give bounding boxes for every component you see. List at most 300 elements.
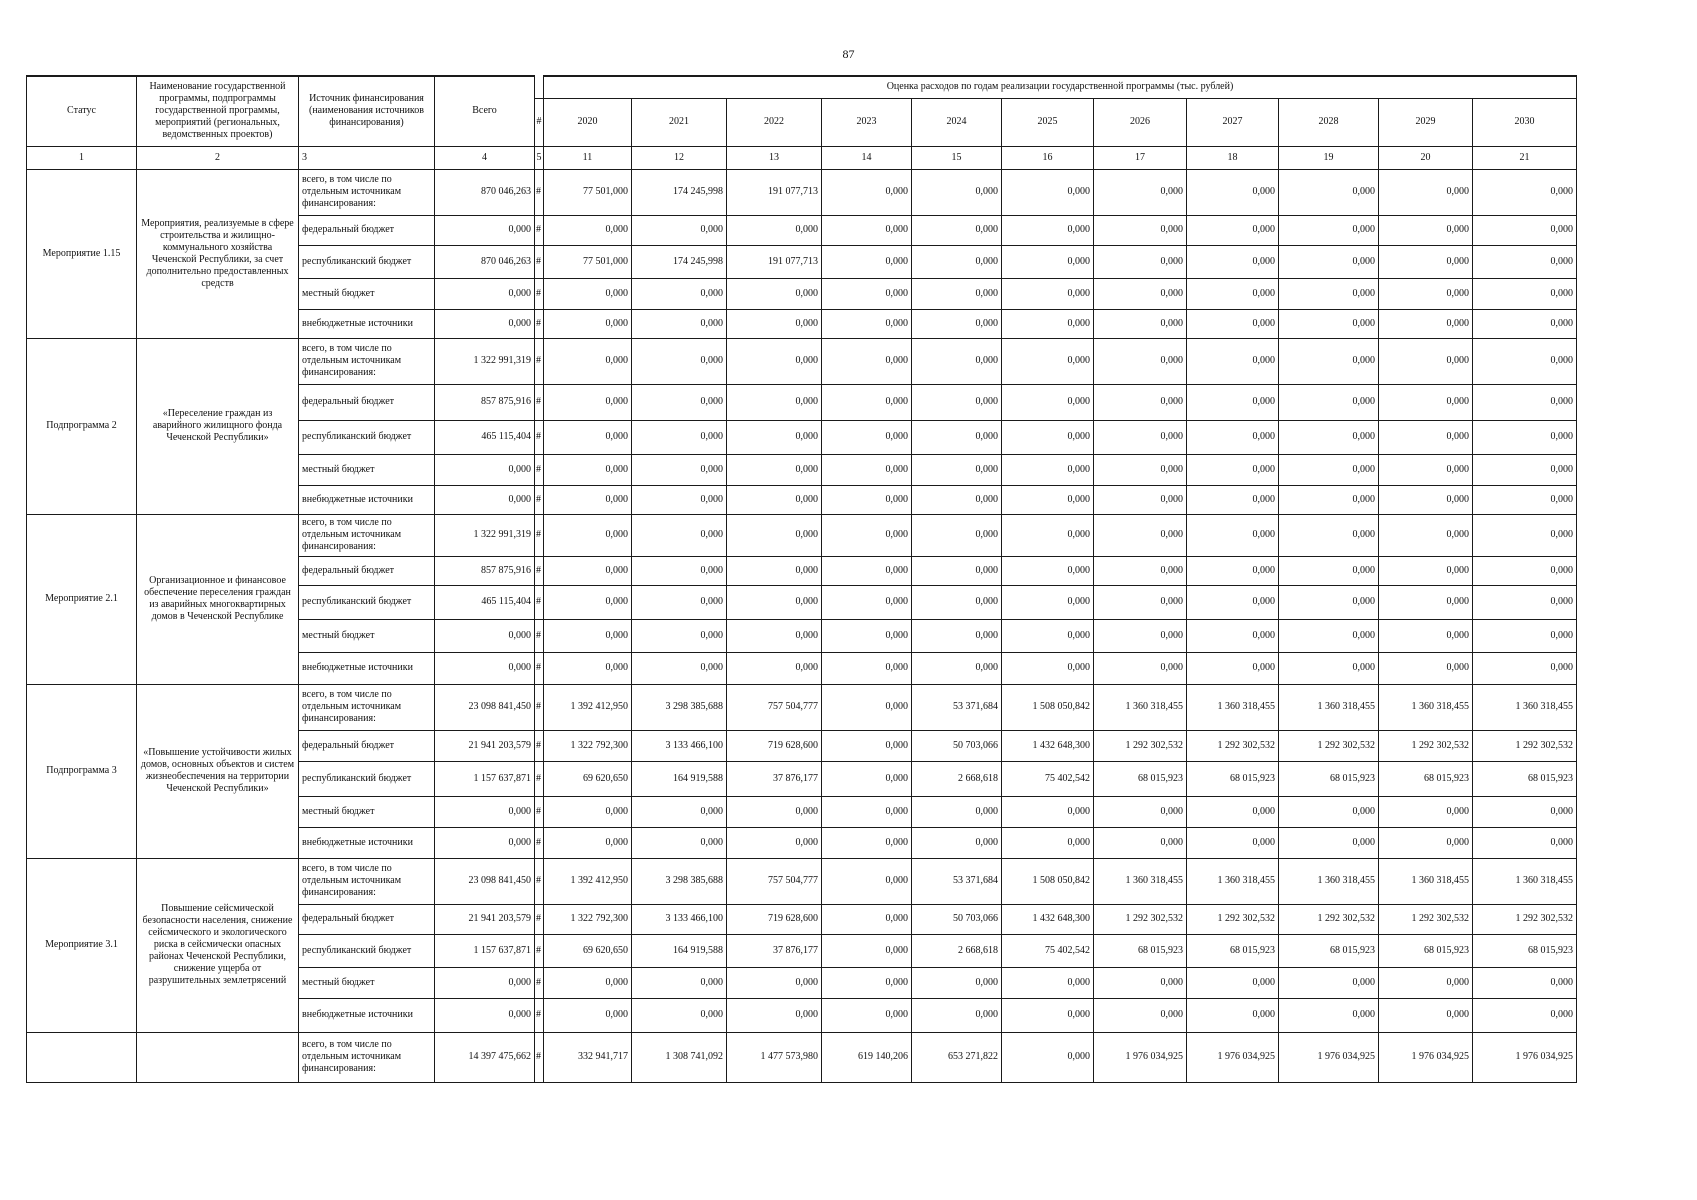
- program-name-cell: [137, 1032, 299, 1082]
- year-value-cell: 0,000: [1187, 827, 1279, 858]
- year-value-cell: 0,000: [1473, 309, 1577, 338]
- year-value-cell: 1 432 648,300: [1002, 904, 1094, 934]
- year-value-cell: 68 015,923: [1279, 934, 1379, 967]
- year-value-cell: 0,000: [822, 215, 912, 245]
- source-cell: федеральный бюджет: [299, 384, 435, 420]
- year-value-cell: 68 015,923: [1187, 934, 1279, 967]
- source-cell: всего, в том числе по отдельным источникам финансирования:: [299, 338, 435, 384]
- program-name-cell: Организационное и финансовое обеспечение переселения граждан из аварийных многоквартирных домов в Чеченской Республике: [137, 514, 299, 684]
- hash-cell: #: [535, 384, 544, 420]
- year-value-cell: 1 308 741,092: [632, 1032, 727, 1082]
- status-cell: Мероприятие 1.15: [27, 169, 137, 338]
- year-value-cell: 0,000: [1187, 454, 1279, 485]
- year-value-cell: 174 245,998: [632, 245, 727, 278]
- year-value-cell: 0,000: [727, 827, 822, 858]
- hash-cell: #: [535, 796, 544, 827]
- index-row: [27, 146, 1577, 169]
- year-value-cell: 0,000: [1279, 967, 1379, 998]
- year-value-cell: 0,000: [912, 619, 1002, 652]
- year-value-cell: 0,000: [1379, 556, 1473, 585]
- year-value-cell: 0,000: [822, 934, 912, 967]
- year-value-cell: 0,000: [1279, 245, 1379, 278]
- source-cell: местный бюджет: [299, 619, 435, 652]
- year-value-cell: 0,000: [1187, 278, 1279, 309]
- year-value-cell: 757 504,777: [727, 684, 822, 730]
- year-value-cell: 0,000: [1379, 652, 1473, 684]
- year-value-cell: 174 245,998: [632, 169, 727, 215]
- year-value-cell: 53 371,684: [912, 684, 1002, 730]
- year-value-cell: 68 015,923: [1094, 934, 1187, 967]
- year-value-cell: 0,000: [544, 827, 632, 858]
- year-value-cell: 0,000: [1094, 485, 1187, 514]
- year-value-cell: 0,000: [1473, 827, 1577, 858]
- year-value-cell: 191 077,713: [727, 169, 822, 215]
- year-value-cell: 757 504,777: [727, 858, 822, 904]
- year-value-cell: 0,000: [1473, 796, 1577, 827]
- year-value-cell: 0,000: [822, 998, 912, 1032]
- year-value-cell: 68 015,923: [1379, 761, 1473, 796]
- year-value-cell: 0,000: [912, 485, 1002, 514]
- total-cell: 857 875,916: [435, 556, 535, 585]
- year-value-cell: 0,000: [632, 796, 727, 827]
- year-value-cell: 0,000: [727, 384, 822, 420]
- header-year: 2022: [727, 98, 822, 146]
- year-value-cell: 0,000: [727, 514, 822, 556]
- total-cell: 465 115,404: [435, 420, 535, 454]
- year-value-cell: 0,000: [1002, 827, 1094, 858]
- source-cell: всего, в том числе по отдельным источникам финансирования:: [299, 684, 435, 730]
- table-body: [27, 169, 1577, 1082]
- year-value-cell: 0,000: [632, 652, 727, 684]
- header-year: 2025: [1002, 98, 1094, 146]
- year-value-cell: 0,000: [1187, 796, 1279, 827]
- year-value-cell: 0,000: [727, 556, 822, 585]
- year-value-cell: 0,000: [544, 384, 632, 420]
- year-value-cell: 0,000: [727, 998, 822, 1032]
- year-value-cell: 0,000: [727, 585, 822, 619]
- program-name-cell: «Повышение устойчивости жилых домов, основных объектов и систем жизнеобеспечения на территории Чеченской Республики»: [137, 684, 299, 858]
- header-year: 2028: [1279, 98, 1379, 146]
- source-cell: всего, в том числе по отдельным источникам финансирования:: [299, 514, 435, 556]
- year-value-cell: 0,000: [1002, 998, 1094, 1032]
- year-value-cell: 719 628,600: [727, 730, 822, 761]
- index-cell: 16: [1002, 146, 1094, 169]
- year-value-cell: 0,000: [1002, 454, 1094, 485]
- year-value-cell: 0,000: [544, 619, 632, 652]
- year-value-cell: 0,000: [632, 454, 727, 485]
- year-value-cell: 0,000: [1002, 652, 1094, 684]
- header-gap: [535, 76, 544, 98]
- year-value-cell: 0,000: [544, 652, 632, 684]
- year-value-cell: 0,000: [544, 485, 632, 514]
- index-cell: 15: [912, 146, 1002, 169]
- year-value-cell: 0,000: [632, 998, 727, 1032]
- year-value-cell: 0,000: [1187, 215, 1279, 245]
- year-value-cell: 1 360 318,455: [1379, 858, 1473, 904]
- year-value-cell: 0,000: [1279, 585, 1379, 619]
- year-value-cell: 75 402,542: [1002, 761, 1094, 796]
- year-value-cell: 1 392 412,950: [544, 858, 632, 904]
- year-value-cell: 68 015,923: [1094, 761, 1187, 796]
- hash-cell: #: [535, 585, 544, 619]
- year-value-cell: 0,000: [1279, 384, 1379, 420]
- year-value-cell: 0,000: [1002, 169, 1094, 215]
- year-value-cell: 0,000: [1473, 245, 1577, 278]
- source-cell: внебюджетные источники: [299, 485, 435, 514]
- year-value-cell: 0,000: [1279, 169, 1379, 215]
- year-value-cell: 0,000: [1094, 967, 1187, 998]
- index-cell: 20: [1379, 146, 1473, 169]
- total-cell: 0,000: [435, 619, 535, 652]
- year-value-cell: 0,000: [1094, 514, 1187, 556]
- year-value-cell: 69 620,650: [544, 934, 632, 967]
- total-cell: 1 157 637,871: [435, 761, 535, 796]
- year-value-cell: 0,000: [1279, 454, 1379, 485]
- year-value-cell: 164 919,588: [632, 934, 727, 967]
- hash-cell: #: [535, 169, 544, 215]
- status-cell: Мероприятие 2.1: [27, 514, 137, 684]
- year-value-cell: 1 976 034,925: [1279, 1032, 1379, 1082]
- year-value-cell: 0,000: [1379, 309, 1473, 338]
- year-value-cell: 0,000: [1279, 998, 1379, 1032]
- header-year: 2026: [1094, 98, 1187, 146]
- year-value-cell: 0,000: [912, 338, 1002, 384]
- year-value-cell: 619 140,206: [822, 1032, 912, 1082]
- total-cell: 870 046,263: [435, 169, 535, 215]
- source-cell: местный бюджет: [299, 454, 435, 485]
- year-value-cell: 0,000: [1094, 215, 1187, 245]
- hash-cell: #: [535, 967, 544, 998]
- year-value-cell: 0,000: [632, 485, 727, 514]
- source-cell: местный бюджет: [299, 278, 435, 309]
- year-value-cell: 1 508 050,842: [1002, 858, 1094, 904]
- index-cell: 19: [1279, 146, 1379, 169]
- year-value-cell: 0,000: [1002, 309, 1094, 338]
- year-value-cell: 0,000: [1279, 556, 1379, 585]
- hash-cell: #: [535, 1032, 544, 1082]
- year-value-cell: 0,000: [727, 309, 822, 338]
- year-value-cell: 3 133 466,100: [632, 730, 727, 761]
- year-value-cell: 0,000: [727, 796, 822, 827]
- hash-cell: #: [535, 309, 544, 338]
- header-source: Источник финансирования (наименования источников финансирования): [299, 76, 435, 146]
- year-value-cell: 0,000: [632, 514, 727, 556]
- source-cell: внебюджетные источники: [299, 652, 435, 684]
- header-status: Статус: [27, 76, 137, 146]
- source-cell: внебюджетные источники: [299, 309, 435, 338]
- page-number: 87: [842, 47, 855, 61]
- source-cell: республиканский бюджет: [299, 420, 435, 454]
- year-value-cell: 1 292 302,532: [1379, 904, 1473, 934]
- year-value-cell: 1 360 318,455: [1379, 684, 1473, 730]
- year-value-cell: 0,000: [1094, 998, 1187, 1032]
- header-year: 2021: [632, 98, 727, 146]
- year-value-cell: 1 292 302,532: [1279, 904, 1379, 934]
- year-value-cell: 0,000: [1279, 827, 1379, 858]
- year-value-cell: 191 077,713: [727, 245, 822, 278]
- hash-cell: #: [535, 514, 544, 556]
- year-value-cell: 77 501,000: [544, 169, 632, 215]
- program-name-cell: «Переселение граждан из аварийного жилищного фонда Чеченской Республики»: [137, 338, 299, 514]
- year-value-cell: 0,000: [1094, 585, 1187, 619]
- year-value-cell: 0,000: [1002, 619, 1094, 652]
- year-value-cell: 0,000: [1379, 384, 1473, 420]
- year-value-cell: 0,000: [1379, 619, 1473, 652]
- total-cell: 14 397 475,662: [435, 1032, 535, 1082]
- total-cell: 21 941 203,579: [435, 904, 535, 934]
- total-cell: 0,000: [435, 652, 535, 684]
- year-value-cell: 3 298 385,688: [632, 858, 727, 904]
- year-value-cell: 0,000: [544, 967, 632, 998]
- year-value-cell: 1 292 302,532: [1473, 904, 1577, 934]
- year-value-cell: 1 360 318,455: [1187, 858, 1279, 904]
- year-value-cell: 0,000: [632, 384, 727, 420]
- total-cell: 857 875,916: [435, 384, 535, 420]
- year-value-cell: 0,000: [544, 338, 632, 384]
- year-value-cell: 0,000: [822, 514, 912, 556]
- year-value-cell: 0,000: [822, 338, 912, 384]
- year-value-cell: 0,000: [632, 338, 727, 384]
- year-value-cell: 0,000: [727, 485, 822, 514]
- hash-cell: #: [535, 338, 544, 384]
- year-value-cell: 653 271,822: [912, 1032, 1002, 1082]
- year-value-cell: 0,000: [544, 454, 632, 485]
- year-value-cell: 69 620,650: [544, 761, 632, 796]
- total-cell: 1 157 637,871: [435, 934, 535, 967]
- year-value-cell: 0,000: [632, 420, 727, 454]
- year-value-cell: 1 392 412,950: [544, 684, 632, 730]
- total-cell: 0,000: [435, 827, 535, 858]
- year-value-cell: 0,000: [822, 454, 912, 485]
- index-cell: 3: [299, 146, 435, 169]
- budget-table: [26, 75, 1577, 1083]
- year-value-cell: 77 501,000: [544, 245, 632, 278]
- year-value-cell: 0,000: [727, 338, 822, 384]
- year-value-cell: 1 292 302,532: [1279, 730, 1379, 761]
- year-value-cell: 0,000: [912, 309, 1002, 338]
- year-value-cell: 0,000: [1379, 278, 1473, 309]
- source-cell: внебюджетные источники: [299, 998, 435, 1032]
- year-value-cell: 0,000: [912, 454, 1002, 485]
- year-value-cell: 0,000: [1379, 514, 1473, 556]
- year-value-cell: 0,000: [822, 556, 912, 585]
- hash-cell: #: [535, 998, 544, 1032]
- year-value-cell: 1 432 648,300: [1002, 730, 1094, 761]
- index-cell: 1: [27, 146, 137, 169]
- year-value-cell: 0,000: [912, 967, 1002, 998]
- hash-cell: #: [535, 245, 544, 278]
- year-value-cell: 0,000: [1473, 485, 1577, 514]
- status-cell: Мероприятие 3.1: [27, 858, 137, 1032]
- year-value-cell: 0,000: [1379, 967, 1473, 998]
- total-cell: 0,000: [435, 454, 535, 485]
- hash-cell: #: [535, 619, 544, 652]
- year-value-cell: 0,000: [1379, 485, 1473, 514]
- year-value-cell: 0,000: [544, 796, 632, 827]
- year-value-cell: 0,000: [1002, 796, 1094, 827]
- header-hash: #: [535, 98, 544, 146]
- year-value-cell: 0,000: [1379, 796, 1473, 827]
- year-value-cell: 0,000: [912, 998, 1002, 1032]
- year-value-cell: 0,000: [822, 827, 912, 858]
- total-cell: 1 322 991,319: [435, 338, 535, 384]
- year-value-cell: 0,000: [1379, 585, 1473, 619]
- header-year: 2023: [822, 98, 912, 146]
- year-value-cell: 0,000: [1187, 585, 1279, 619]
- year-value-cell: 0,000: [632, 619, 727, 652]
- year-value-cell: 0,000: [1187, 998, 1279, 1032]
- year-value-cell: 0,000: [1187, 384, 1279, 420]
- year-value-cell: 1 360 318,455: [1187, 684, 1279, 730]
- year-value-cell: 1 292 302,532: [1473, 730, 1577, 761]
- hash-cell: #: [535, 858, 544, 904]
- year-value-cell: 53 371,684: [912, 858, 1002, 904]
- year-value-cell: 0,000: [1002, 967, 1094, 998]
- year-value-cell: 0,000: [912, 585, 1002, 619]
- year-value-cell: 0,000: [1473, 420, 1577, 454]
- hash-cell: #: [535, 934, 544, 967]
- year-value-cell: 0,000: [822, 796, 912, 827]
- year-value-cell: 0,000: [1379, 420, 1473, 454]
- year-value-cell: 0,000: [822, 684, 912, 730]
- table-row: [27, 169, 1577, 215]
- year-value-cell: 68 015,923: [1379, 934, 1473, 967]
- year-value-cell: 0,000: [822, 485, 912, 514]
- year-value-cell: 0,000: [544, 309, 632, 338]
- table-row: [27, 684, 1577, 730]
- year-value-cell: 0,000: [1002, 278, 1094, 309]
- year-value-cell: 0,000: [544, 278, 632, 309]
- index-cell: 14: [822, 146, 912, 169]
- hash-cell: #: [535, 652, 544, 684]
- year-value-cell: 0,000: [632, 827, 727, 858]
- year-value-cell: 0,000: [1473, 652, 1577, 684]
- year-value-cell: 1 360 318,455: [1473, 858, 1577, 904]
- year-value-cell: 68 015,923: [1473, 934, 1577, 967]
- year-value-cell: 1 976 034,925: [1187, 1032, 1279, 1082]
- year-value-cell: 0,000: [822, 169, 912, 215]
- year-value-cell: 0,000: [1094, 619, 1187, 652]
- year-value-cell: 0,000: [1279, 514, 1379, 556]
- index-cell: 17: [1094, 146, 1187, 169]
- year-value-cell: 0,000: [1094, 169, 1187, 215]
- total-cell: 23 098 841,450: [435, 684, 535, 730]
- source-cell: федеральный бюджет: [299, 730, 435, 761]
- index-cell: 21: [1473, 146, 1577, 169]
- year-value-cell: 68 015,923: [1187, 761, 1279, 796]
- year-value-cell: 0,000: [1379, 169, 1473, 215]
- total-cell: 0,000: [435, 485, 535, 514]
- table-row: [27, 338, 1577, 384]
- year-value-cell: 0,000: [1279, 619, 1379, 652]
- year-value-cell: 0,000: [1094, 245, 1187, 278]
- year-value-cell: 0,000: [912, 169, 1002, 215]
- year-value-cell: 0,000: [822, 420, 912, 454]
- year-value-cell: 0,000: [1094, 827, 1187, 858]
- year-value-cell: 0,000: [1187, 485, 1279, 514]
- year-value-cell: 0,000: [912, 278, 1002, 309]
- index-cell: 18: [1187, 146, 1279, 169]
- year-value-cell: 0,000: [632, 215, 727, 245]
- source-cell: внебюджетные источники: [299, 827, 435, 858]
- year-value-cell: 0,000: [1473, 619, 1577, 652]
- year-value-cell: 0,000: [1379, 454, 1473, 485]
- year-value-cell: 0,000: [1473, 967, 1577, 998]
- total-cell: 0,000: [435, 278, 535, 309]
- year-value-cell: 0,000: [1473, 514, 1577, 556]
- year-value-cell: 50 703,066: [912, 904, 1002, 934]
- year-value-cell: 0,000: [1279, 309, 1379, 338]
- hash-cell: #: [535, 278, 544, 309]
- year-value-cell: 37 876,177: [727, 761, 822, 796]
- year-value-cell: 0,000: [632, 278, 727, 309]
- year-value-cell: 0,000: [1279, 485, 1379, 514]
- year-value-cell: 68 015,923: [1473, 761, 1577, 796]
- year-value-cell: 0,000: [1473, 998, 1577, 1032]
- year-value-cell: 1 360 318,455: [1279, 858, 1379, 904]
- year-value-cell: 0,000: [822, 967, 912, 998]
- source-cell: республиканский бюджет: [299, 934, 435, 967]
- source-cell: всего, в том числе по отдельным источникам финансирования:: [299, 1032, 435, 1082]
- year-value-cell: 0,000: [1473, 556, 1577, 585]
- year-value-cell: 0,000: [727, 215, 822, 245]
- year-value-cell: 0,000: [822, 904, 912, 934]
- source-cell: республиканский бюджет: [299, 585, 435, 619]
- year-value-cell: 0,000: [1379, 245, 1473, 278]
- year-value-cell: 0,000: [1279, 338, 1379, 384]
- year-value-cell: 0,000: [544, 215, 632, 245]
- status-cell: Подпрограмма 3: [27, 684, 137, 858]
- year-value-cell: 3 298 385,688: [632, 684, 727, 730]
- status-cell: Подпрограмма 2: [27, 338, 137, 514]
- program-name-cell: Мероприятия, реализуемые в сфере строительства и жилищно-коммунального хозяйства Чеченской Республики, за счет дополнительно предоставленных средств: [137, 169, 299, 338]
- year-value-cell: 0,000: [1379, 998, 1473, 1032]
- year-value-cell: 37 876,177: [727, 934, 822, 967]
- year-value-cell: 0,000: [1002, 514, 1094, 556]
- year-value-cell: 0,000: [822, 309, 912, 338]
- year-value-cell: 0,000: [1187, 556, 1279, 585]
- year-value-cell: 0,000: [912, 514, 1002, 556]
- header-year: 2027: [1187, 98, 1279, 146]
- year-value-cell: 1 360 318,455: [1094, 858, 1187, 904]
- year-value-cell: 0,000: [822, 619, 912, 652]
- index-cell: 4: [435, 146, 535, 169]
- year-value-cell: 0,000: [1002, 556, 1094, 585]
- year-value-cell: 0,000: [1187, 169, 1279, 215]
- year-value-cell: 0,000: [1094, 454, 1187, 485]
- year-value-cell: 0,000: [1187, 652, 1279, 684]
- total-cell: 0,000: [435, 215, 535, 245]
- header-years-title: Оценка расходов по годам реализации государственной программы (тыс. рублей): [544, 76, 1577, 98]
- year-value-cell: 0,000: [1002, 245, 1094, 278]
- year-value-cell: 0,000: [1094, 338, 1187, 384]
- source-cell: всего, в том числе по отдельным источникам финансирования:: [299, 858, 435, 904]
- year-value-cell: 0,000: [912, 420, 1002, 454]
- year-value-cell: 164 919,588: [632, 761, 727, 796]
- year-value-cell: 2 668,618: [912, 761, 1002, 796]
- year-value-cell: 0,000: [727, 278, 822, 309]
- year-value-cell: 0,000: [822, 652, 912, 684]
- year-value-cell: 0,000: [1187, 619, 1279, 652]
- year-value-cell: 0,000: [822, 858, 912, 904]
- source-cell: федеральный бюджет: [299, 904, 435, 934]
- year-value-cell: 0,000: [1187, 338, 1279, 384]
- year-value-cell: 0,000: [727, 967, 822, 998]
- year-value-cell: 0,000: [822, 585, 912, 619]
- source-cell: республиканский бюджет: [299, 761, 435, 796]
- year-value-cell: 1 292 302,532: [1187, 730, 1279, 761]
- total-cell: 1 322 991,319: [435, 514, 535, 556]
